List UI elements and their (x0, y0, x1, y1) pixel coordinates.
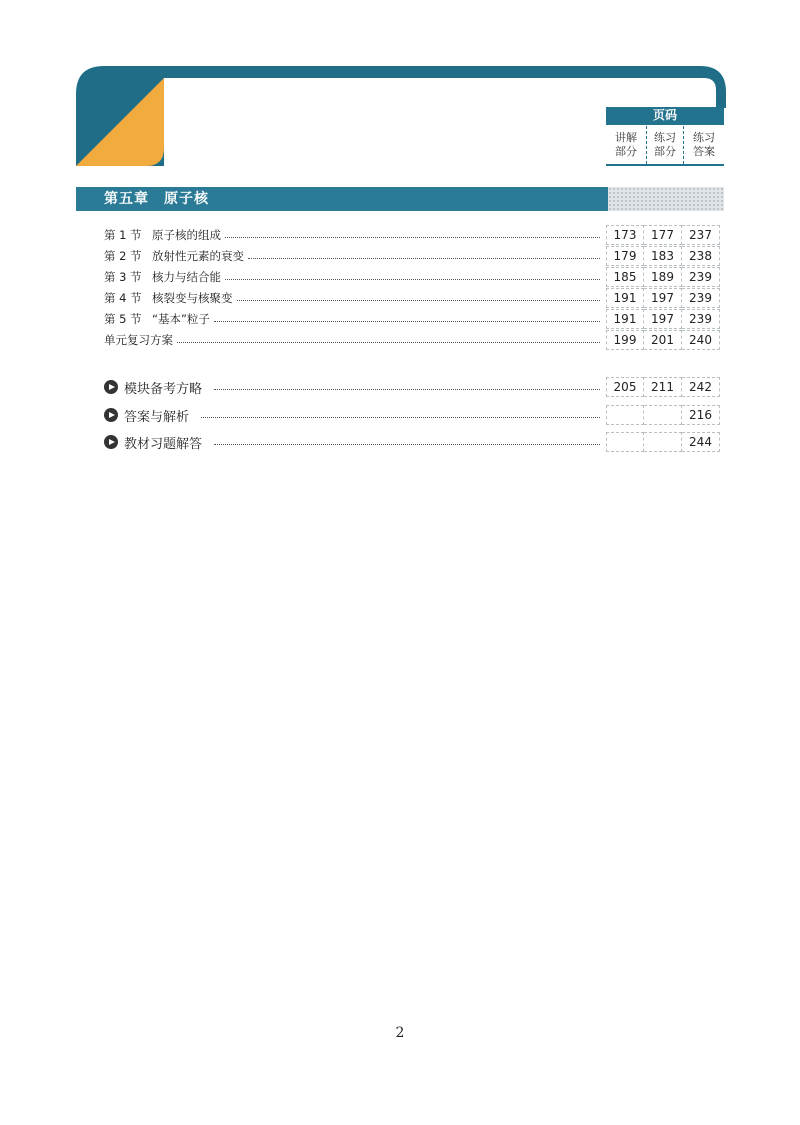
toc-row-label (104, 225, 604, 245)
dot-leader (237, 299, 601, 301)
lecture-page: 191 (606, 309, 644, 329)
dot-leader (225, 236, 600, 238)
section-title: 单元复习方案 (104, 333, 173, 347)
answer-page: 239 (682, 309, 720, 329)
page-columns-divider (606, 124, 724, 125)
practice-page: 197 (644, 288, 682, 308)
column-header-answers (685, 126, 723, 164)
module-row[interactable] (104, 432, 724, 452)
toc-row-label (104, 330, 604, 350)
lecture-page: 185 (606, 267, 644, 287)
answer-page: 244 (682, 432, 720, 452)
dot-leader (248, 257, 600, 259)
section-number: 第 3 节 (104, 270, 142, 284)
toc-row-label (104, 309, 604, 329)
module-row-label (104, 432, 604, 452)
lecture-page: 191 (606, 288, 644, 308)
toc-row-label (104, 246, 604, 266)
dot-leader (225, 278, 600, 280)
module-title: 答案与解析 (124, 409, 190, 425)
practice-page: 189 (644, 267, 682, 287)
toc-row[interactable] (104, 309, 724, 329)
section-number: 第 2 节 (104, 249, 142, 263)
play-bullet-icon (104, 380, 118, 394)
module-title: 教材习题解答 (124, 436, 203, 452)
practice-page: 211 (644, 377, 682, 397)
answer-page: 216 (682, 405, 720, 425)
page-cells (606, 225, 724, 245)
toc-row[interactable] (104, 288, 724, 308)
section-title: 核力与结合能 (152, 270, 221, 284)
dot-leader (214, 388, 600, 390)
section-title: “基本”粒子 (152, 312, 210, 326)
lecture-page: 199 (606, 330, 644, 350)
lecture-page (606, 432, 644, 452)
section-number: 第 5 节 (104, 312, 142, 326)
column-header-line: 练习 (693, 131, 715, 144)
toc-row[interactable] (104, 246, 724, 266)
lecture-page: 205 (606, 377, 644, 397)
answer-page: 239 (682, 267, 720, 287)
section-title: 核裂变与核聚变 (152, 291, 233, 305)
section-title: 原子核的组成 (152, 228, 221, 242)
toc-row[interactable] (104, 267, 724, 287)
answer-page: 238 (682, 246, 720, 266)
toc-row[interactable] (104, 330, 724, 350)
section-number: 第 1 节 (104, 228, 142, 242)
column-header-practice (646, 126, 684, 164)
page-columns-title: 页码 (606, 107, 724, 124)
toc-row-label (104, 267, 604, 287)
answer-page: 237 (682, 225, 720, 245)
page-cells (606, 246, 724, 266)
module-title: 模块备考方略 (124, 381, 203, 397)
page-cells (606, 309, 724, 329)
section-number: 第 4 节 (104, 291, 142, 305)
module-row-label (104, 405, 604, 425)
chapter-title: 第五章 原子核 (104, 191, 209, 207)
practice-page: 183 (644, 246, 682, 266)
chapter-bar-pattern (608, 187, 724, 211)
page-cells (606, 432, 724, 452)
play-bullet-icon (104, 435, 118, 449)
dot-leader (201, 416, 600, 418)
module-row-label (104, 377, 604, 397)
toc-row[interactable] (104, 225, 724, 245)
dot-leader (177, 341, 600, 343)
page-cells (606, 267, 724, 287)
page-cells (606, 288, 724, 308)
practice-page: 197 (644, 309, 682, 329)
column-header-line: 答案 (693, 145, 715, 158)
play-bullet-icon (104, 408, 118, 422)
practice-page (644, 432, 682, 452)
lecture-page: 179 (606, 246, 644, 266)
answer-page: 239 (682, 288, 720, 308)
module-row[interactable] (104, 405, 724, 425)
page-columns-bottom-rule (606, 164, 724, 166)
practice-page: 177 (644, 225, 682, 245)
column-header-line: 练习 (654, 131, 676, 144)
column-header-line: 部分 (615, 145, 637, 158)
lecture-page (606, 405, 644, 425)
toc-row-label (104, 288, 604, 308)
page-cells (606, 405, 724, 425)
column-header-lecture (607, 126, 645, 164)
page-cells (606, 377, 724, 397)
answer-page: 240 (682, 330, 720, 350)
page-cells (606, 330, 724, 350)
answer-page: 242 (682, 377, 720, 397)
page-number: 2 (395, 1025, 405, 1041)
column-header-line: 讲解 (615, 131, 637, 144)
column-header-line: 部分 (654, 145, 676, 158)
section-title: 放射性元素的衰变 (152, 249, 244, 263)
practice-page: 201 (644, 330, 682, 350)
dot-leader (214, 443, 600, 445)
practice-page (644, 405, 682, 425)
module-row[interactable] (104, 377, 724, 397)
dot-leader (214, 320, 600, 322)
lecture-page: 173 (606, 225, 644, 245)
